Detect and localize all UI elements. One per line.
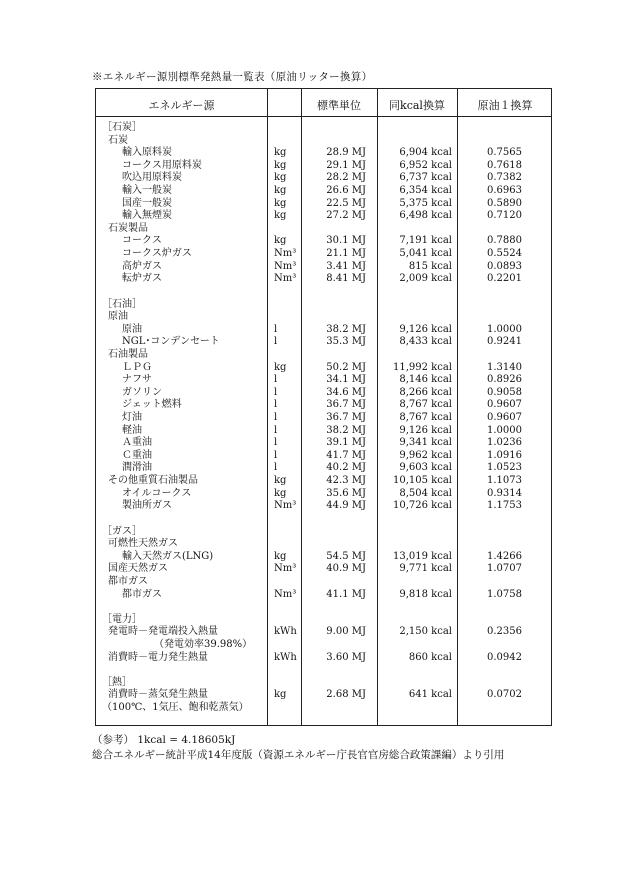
row-kcal-value: 9,341 kcal (399, 437, 452, 449)
row-mj-value: 26.6 MJ (326, 185, 366, 197)
row-oil-equivalent: 0.0942 (487, 651, 522, 663)
row-kcal-value: 8,146 kcal (399, 374, 452, 386)
row-unit: kg (274, 487, 287, 499)
table-row (96, 425, 551, 438)
row-oil-equivalent: 1.0758 (487, 588, 522, 600)
row-oil-equivalent: 0.7618 (487, 159, 522, 171)
table-row (96, 601, 551, 614)
table-row (96, 374, 551, 387)
table-row (96, 336, 551, 349)
row-kcal-value: 8,433 kcal (399, 336, 452, 348)
table-row (96, 475, 551, 488)
row-label: ［石炭］ (102, 122, 142, 133)
row-unit: l (274, 323, 278, 335)
row-mj-value: 30.1 MJ (326, 235, 366, 247)
row-kcal-value: 10,726 kcal (393, 500, 452, 512)
table-row (96, 349, 551, 362)
row-label: 潤滑油 (122, 462, 152, 474)
row-label: ガソリン (122, 386, 162, 398)
header-divider (96, 116, 551, 117)
row-unit: l (274, 462, 278, 474)
row-mj-value: 41.1 MJ (326, 588, 366, 600)
row-oil-equivalent: 1.0000 (487, 424, 522, 436)
row-mj-value: 36.7 MJ (326, 412, 366, 424)
table-row (96, 639, 551, 652)
table-row (96, 576, 551, 589)
row-label: 輸入一般炭 (122, 185, 172, 197)
row-oil-equivalent: 1.1753 (487, 500, 522, 512)
row-kcal-value: 9,603 kcal (399, 462, 452, 474)
row-label: 国産天然ガス (108, 563, 168, 575)
table-row (96, 614, 551, 627)
header-kcal: 同kcal換算 (389, 99, 445, 112)
row-mj-value: 34.6 MJ (326, 386, 366, 398)
row-label: Ａ重油 (122, 437, 152, 449)
row-label: Ｃ重油 (122, 449, 152, 461)
table-row (96, 551, 551, 564)
footnote-source: 総合エネルギー統計平成14年度版（資源エネルギー庁長官官房総合政策課編）より引用 (92, 749, 505, 761)
row-label: （100℃、1気圧、飽和乾蒸気） (102, 702, 249, 714)
table-row (96, 147, 551, 160)
row-oil-equivalent: 0.9314 (487, 487, 522, 499)
row-unit: l (274, 437, 278, 449)
row-unit: Nm³ (274, 588, 297, 600)
row-mj-value: 35.3 MJ (326, 336, 366, 348)
row-mj-value: 40.9 MJ (326, 563, 366, 575)
table-row (96, 172, 551, 185)
row-unit: l (274, 336, 278, 348)
table-row (96, 412, 551, 425)
row-oil-equivalent: 0.8926 (487, 374, 522, 386)
row-unit: kWh (274, 651, 297, 663)
table-row (96, 286, 551, 299)
row-oil-equivalent: 1.0236 (487, 437, 522, 449)
row-oil-equivalent: 1.0707 (487, 563, 522, 575)
row-kcal-value: 5,375 kcal (399, 197, 452, 209)
row-label: 原油 (108, 311, 128, 323)
row-label: 発電時－発電端投入熱量 (108, 626, 218, 638)
row-kcal-value: 8,767 kcal (399, 412, 452, 424)
row-unit: l (274, 386, 278, 398)
row-mj-value: 34.1 MJ (326, 374, 366, 386)
row-label: 国産一般炭 (122, 197, 172, 209)
row-label: コークス炉ガス (122, 248, 192, 260)
row-label: ナフサ (122, 374, 152, 386)
row-label: 原油 (122, 323, 142, 335)
row-label: 可燃性天然ガス (108, 538, 178, 550)
table-row (96, 299, 551, 312)
row-mj-value: 42.3 MJ (326, 475, 366, 487)
row-label: ＬＰＧ (122, 361, 152, 373)
table-row (96, 248, 551, 261)
row-label: 高炉ガス (122, 260, 162, 272)
row-label: 軽油 (122, 424, 142, 436)
table-row (96, 437, 551, 450)
table-row (96, 198, 551, 211)
row-kcal-value: 9,771 kcal (399, 563, 452, 575)
row-unit: l (274, 424, 278, 436)
row-kcal-value: 5,041 kcal (399, 248, 452, 260)
row-kcal-value: 8,266 kcal (399, 386, 452, 398)
table-row (96, 462, 551, 475)
table-row (96, 664, 551, 677)
table-row (96, 702, 551, 715)
row-kcal-value: 7,191 kcal (399, 235, 452, 247)
row-kcal-value: 860 kcal (408, 651, 452, 663)
row-oil-equivalent: 0.7382 (487, 172, 522, 184)
row-label: 都市ガス (122, 588, 162, 600)
row-label: 都市ガス (108, 575, 148, 587)
table-row (96, 362, 551, 375)
table-row (96, 626, 551, 639)
row-unit: kg (274, 550, 287, 562)
row-kcal-value: 2,150 kcal (399, 626, 452, 638)
row-oil-equivalent: 0.7880 (487, 235, 522, 247)
row-label: コークス用原料炭 (122, 159, 202, 171)
table-row (96, 235, 551, 248)
row-mj-value: 38.2 MJ (326, 424, 366, 436)
row-label: ［熱］ (102, 676, 132, 688)
row-label: 石炭製品 (108, 222, 148, 234)
row-unit: Nm³ (274, 260, 297, 272)
row-label: コークス (122, 235, 162, 247)
row-label: 輸入原料炭 (122, 147, 172, 159)
row-kcal-value: 8,767 kcal (399, 399, 452, 411)
row-label: 転炉ガス (122, 273, 162, 285)
row-label: ［電力］ (102, 613, 142, 625)
row-label: ［石油］ (102, 298, 142, 310)
row-oil-equivalent: 1.0523 (487, 462, 522, 474)
row-oil-equivalent: 0.2201 (487, 273, 522, 285)
row-kcal-value: 9,126 kcal (399, 424, 452, 436)
row-label: 消費時－蒸気発生熱量 (108, 689, 208, 701)
table-row (96, 185, 551, 198)
table-row (96, 652, 551, 665)
row-oil-equivalent: 0.9607 (487, 412, 522, 424)
document-title: ※エネルギー源別標準発熱量一覧表（原油リッター換算） (92, 71, 373, 83)
row-kcal-value: 2,009 kcal (399, 273, 452, 285)
table-row (96, 450, 551, 463)
row-label: 輸入無煙炭 (122, 210, 172, 222)
table-row (96, 589, 551, 602)
row-kcal-value: 10,105 kcal (393, 475, 452, 487)
row-unit: l (274, 399, 278, 411)
table-row (96, 273, 551, 286)
table-row (96, 677, 551, 690)
row-unit: kg (274, 475, 287, 487)
row-unit: l (274, 374, 278, 386)
table-row (96, 689, 551, 702)
row-oil-equivalent: 0.6963 (487, 185, 522, 197)
row-label: 石油製品 (108, 348, 148, 360)
row-mj-value: 21.1 MJ (326, 248, 366, 260)
row-mj-value: 3.60 MJ (326, 651, 366, 663)
row-oil-equivalent: 0.9058 (487, 386, 522, 398)
table-row (96, 135, 551, 148)
row-mj-value: 40.2 MJ (326, 462, 366, 474)
row-unit: Nm³ (274, 248, 297, 260)
row-mj-value: 50.2 MJ (326, 361, 366, 373)
row-label: 吹込用原料炭 (122, 172, 182, 184)
row-oil-equivalent: 0.5890 (487, 197, 522, 209)
row-oil-equivalent: 1.0916 (487, 449, 522, 461)
header-standard-unit: 標準単位 (317, 99, 361, 112)
row-kcal-value: 641 kcal (408, 689, 452, 701)
row-mj-value: 2.68 MJ (326, 689, 366, 701)
row-unit: l (274, 412, 278, 424)
row-mj-value: 54.5 MJ (326, 550, 366, 562)
row-label: その他重質石油製品 (108, 475, 198, 487)
table-row (96, 399, 551, 412)
table-body (96, 122, 551, 715)
table-row (96, 261, 551, 274)
row-label: （発電効率39.98%） (154, 638, 253, 650)
table-row (96, 210, 551, 223)
row-oil-equivalent: 1.3140 (487, 361, 522, 373)
row-unit: kg (274, 159, 287, 171)
table-row (96, 526, 551, 539)
row-kcal-value: 9,818 kcal (399, 588, 452, 600)
row-mj-value: 44.9 MJ (326, 500, 366, 512)
row-kcal-value: 8,504 kcal (399, 487, 452, 499)
row-label: オイルコークス (122, 487, 192, 499)
row-mj-value: 27.2 MJ (326, 210, 366, 222)
row-mj-value: 29.1 MJ (326, 159, 366, 171)
row-mj-value: 28.2 MJ (326, 172, 366, 184)
row-oil-equivalent: 0.0702 (487, 689, 522, 701)
row-label: 灯油 (122, 412, 142, 424)
row-unit: kg (274, 689, 287, 701)
table-row (96, 122, 551, 135)
row-mj-value: 9.00 MJ (326, 626, 366, 638)
row-mj-value: 22.5 MJ (326, 197, 366, 209)
table-row (96, 488, 551, 501)
row-kcal-value: 6,498 kcal (399, 210, 452, 222)
row-kcal-value: 13,019 kcal (393, 550, 452, 562)
row-label: NGL･コンデンセート (122, 336, 220, 348)
row-kcal-value: 6,952 kcal (399, 159, 452, 171)
row-oil-equivalent: 1.4266 (487, 550, 522, 562)
row-unit: kg (274, 147, 287, 159)
row-kcal-value: 9,962 kcal (399, 449, 452, 461)
row-mj-value: 28.9 MJ (326, 147, 366, 159)
row-kcal-value: 815 kcal (408, 260, 452, 272)
row-unit: kg (274, 172, 287, 184)
row-oil-equivalent: 0.5524 (487, 248, 522, 260)
row-kcal-value: 6,904 kcal (399, 147, 452, 159)
row-mj-value: 39.1 MJ (326, 437, 366, 449)
header-crude-oil: 原油１換算 (477, 99, 533, 112)
row-oil-equivalent: 0.7120 (487, 210, 522, 222)
row-oil-equivalent: 1.1073 (487, 475, 522, 487)
row-oil-equivalent: 0.9241 (487, 336, 522, 348)
table-row (96, 538, 551, 551)
row-unit: Nm³ (274, 500, 297, 512)
row-unit: kWh (274, 626, 297, 638)
table-row (96, 500, 551, 513)
row-mj-value: 35.6 MJ (326, 487, 366, 499)
table-row (96, 563, 551, 576)
row-mj-value: 36.7 MJ (326, 399, 366, 411)
row-mj-value: 8.41 MJ (326, 273, 366, 285)
row-mj-value: 38.2 MJ (326, 323, 366, 335)
row-kcal-value: 6,737 kcal (399, 172, 452, 184)
row-kcal-value: 6,354 kcal (399, 185, 452, 197)
row-unit: kg (274, 210, 287, 222)
energy-table (95, 88, 552, 726)
row-mj-value: 3.41 MJ (326, 260, 366, 272)
table-row (96, 324, 551, 337)
row-oil-equivalent: 0.2356 (487, 626, 522, 638)
row-label: 消費時－電力発生熱量 (108, 651, 208, 663)
table-row (96, 311, 551, 324)
row-label: 輸入天然ガス(LNG) (122, 550, 214, 562)
row-oil-equivalent: 0.0893 (487, 260, 522, 272)
row-unit: l (274, 449, 278, 461)
row-unit: Nm³ (274, 563, 297, 575)
row-oil-equivalent: 0.7565 (487, 147, 522, 159)
row-unit: kg (274, 361, 287, 373)
header-energy-source: エネルギー源 (148, 99, 215, 112)
row-unit: kg (274, 185, 287, 197)
table-row (96, 513, 551, 526)
row-kcal-value: 9,126 kcal (399, 323, 452, 335)
row-unit: Nm³ (274, 273, 297, 285)
row-oil-equivalent: 0.9607 (487, 399, 522, 411)
row-mj-value: 41.7 MJ (326, 449, 366, 461)
table-row (96, 387, 551, 400)
table-row (96, 223, 551, 236)
row-oil-equivalent: 1.0000 (487, 323, 522, 335)
footnote-reference: （参考） 1kcal = 4.18605kJ (92, 734, 236, 746)
row-label: ［ガス］ (102, 525, 142, 537)
row-label: 石炭 (108, 134, 128, 146)
row-unit: kg (274, 235, 287, 247)
row-unit: kg (274, 197, 287, 209)
row-label: 製油所ガス (122, 500, 172, 512)
table-row (96, 160, 551, 173)
row-kcal-value: 11,992 kcal (393, 361, 452, 373)
row-label: ジェット燃料 (122, 399, 182, 411)
